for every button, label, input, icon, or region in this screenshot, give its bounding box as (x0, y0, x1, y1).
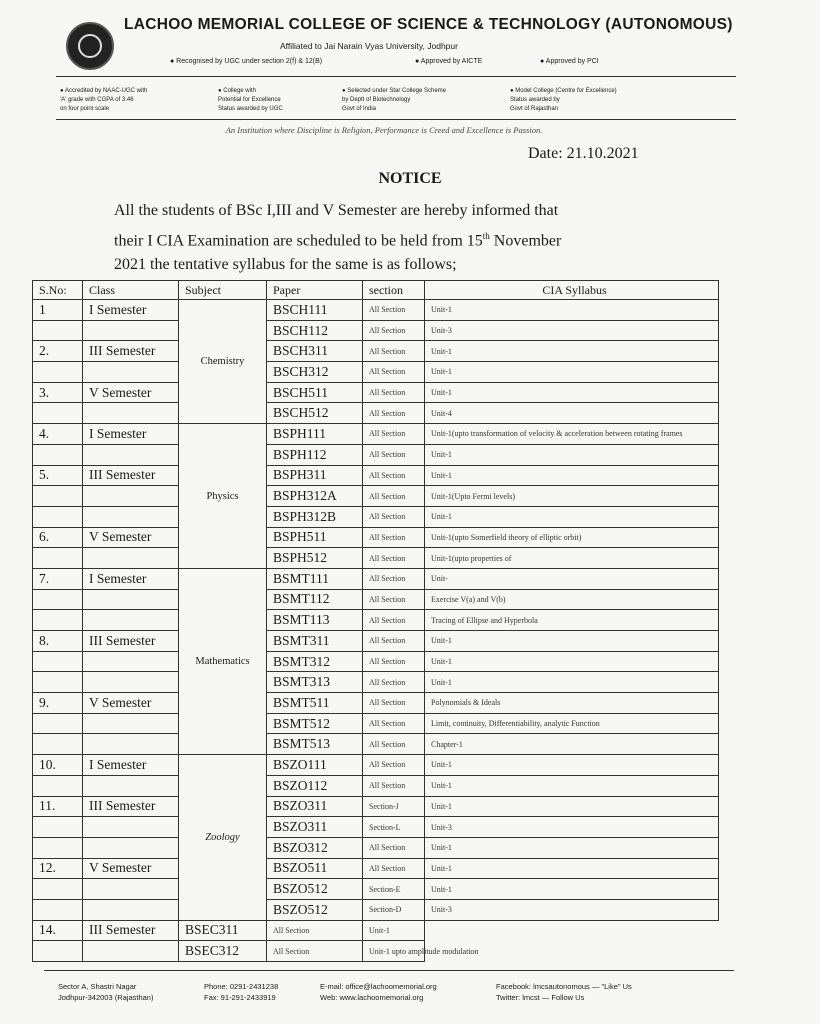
cell-paper: BSCH511 (267, 382, 363, 403)
table-row (33, 341, 719, 362)
cell-sno: 11. (33, 796, 83, 817)
cell-paper: BSZO111 (267, 755, 363, 776)
cell-paper: BSMT513 (267, 734, 363, 755)
cell-paper: BSMT113 (267, 610, 363, 631)
table-row (33, 382, 719, 403)
footer-email: E-mail: office@lachoomemorial.org Web: www.lachoomemorial.org (320, 982, 437, 1002)
table-row (33, 631, 719, 652)
cell-section: All Section (363, 610, 425, 631)
cell-class: III Semester (83, 796, 179, 817)
cell-sno (33, 899, 83, 920)
cell-paper: BSPH312A (267, 486, 363, 507)
cell-sno: 4. (33, 424, 83, 445)
cell-sno (33, 713, 83, 734)
cell-class (83, 444, 179, 465)
letterhead (0, 0, 768, 150)
header-section: section (363, 281, 425, 300)
cell-class (83, 320, 179, 341)
cell-sno: 8. (33, 631, 83, 652)
cell-section: All Section (363, 568, 425, 589)
header-rule-bottom (56, 119, 736, 120)
cell-class: V Semester (83, 527, 179, 548)
cell-section: All Section (363, 755, 425, 776)
cell-syllabus: Unit-1 (425, 879, 719, 900)
header-syllabus: CIA Syllabus (425, 281, 719, 300)
cell-class (83, 651, 179, 672)
cell-class (83, 506, 179, 527)
cell-syllabus: Unit-1 (425, 858, 719, 879)
cell-class: V Semester (83, 382, 179, 403)
cell-section: All Section (363, 465, 425, 486)
cell-syllabus: Unit-1 (425, 341, 719, 362)
cell-paper: BSEC312 (179, 941, 267, 962)
table-row (33, 713, 719, 734)
footer (44, 970, 734, 1002)
cell-paper: BSZO311 (267, 796, 363, 817)
cell-section: Section-J (363, 796, 425, 817)
table-row (33, 589, 719, 610)
cell-paper: BSCH312 (267, 362, 363, 383)
accreditation-naac: ● Accredited by NAAC-UGC with 'A' grade with CGPA of 3.46 on four point scale (60, 88, 148, 112)
cell-syllabus: Unit- (425, 568, 719, 589)
cell-syllabus: Chapter-1 (425, 734, 719, 755)
cell-sno: 12. (33, 858, 83, 879)
cell-class: V Semester (83, 858, 179, 879)
cell-class (83, 817, 179, 838)
table-row (33, 941, 719, 962)
cell-paper: BSZO112 (267, 775, 363, 796)
cell-class (83, 837, 179, 858)
cell-syllabus: Unit-1 (425, 382, 719, 403)
header-sno: S.No: (33, 281, 83, 300)
table-row (33, 320, 719, 341)
accreditation-potential: ● College with Potential for Excellence Status awarded by UGC (218, 88, 283, 112)
table-row (33, 568, 719, 589)
cell-paper: BSMT512 (267, 713, 363, 734)
cell-sno: 3. (33, 382, 83, 403)
cell-paper: BSZO312 (267, 837, 363, 858)
affiliation: Affiliated to Jai Narain Vyas University, Jodhpur (280, 41, 458, 51)
cell-sno (33, 817, 83, 838)
cell-sno (33, 651, 83, 672)
recognition-pci: ● Approved by PCI (540, 58, 599, 65)
cell-syllabus: Unit-1 (425, 651, 719, 672)
cell-paper: BSPH312B (267, 506, 363, 527)
cell-class (83, 403, 179, 424)
cell-class (83, 672, 179, 693)
cell-syllabus: Unit-1 (425, 300, 719, 321)
table-row (33, 755, 719, 776)
cell-syllabus: Tracing of Ellipse and Hyperbola (425, 610, 719, 631)
cell-sno (33, 486, 83, 507)
table-row (33, 693, 719, 714)
cell-sno: 5. (33, 465, 83, 486)
header-paper: Paper (267, 281, 363, 300)
cell-class: III Semester (83, 920, 179, 941)
table-row (33, 548, 719, 569)
cell-syllabus: Unit-1 (425, 465, 719, 486)
cell-paper: BSPH511 (267, 527, 363, 548)
cell-sno (33, 837, 83, 858)
table-row (33, 465, 719, 486)
cell-syllabus: Unit-1(upto Somerfield theory of elliptic orbit) (425, 527, 719, 548)
accreditation-model-college: ● Model College (Centre for Excellence) Status awarded by Govt of Rajasthan (510, 88, 617, 112)
cell-section: All Section (363, 527, 425, 548)
cell-syllabus: Unit-3 (425, 320, 719, 341)
cell-syllabus: Exercise V(a) and V(b) (425, 589, 719, 610)
cell-sno (33, 362, 83, 383)
cell-class: III Semester (83, 341, 179, 362)
cell-syllabus: Unit-1(upto properties of (425, 548, 719, 569)
header-rule-top (56, 76, 736, 77)
cell-section: All Section (363, 693, 425, 714)
cell-section: Section-L (363, 817, 425, 838)
cell-paper: BSMT111 (267, 568, 363, 589)
footer-phone: Phone: 0291-2431238 Fax: 91-291-2433919 (204, 982, 279, 1002)
cell-section: All Section (363, 506, 425, 527)
cell-class: I Semester (83, 300, 179, 321)
header-class: Class (83, 281, 179, 300)
notice-body (114, 199, 674, 278)
cell-syllabus: Unit-1 (425, 796, 719, 817)
cell-section: All Section (363, 858, 425, 879)
table-row (33, 651, 719, 672)
cell-subject: Physics (179, 424, 267, 569)
cell-section: All Section (363, 382, 425, 403)
syllabus-table (32, 280, 719, 962)
cell-paper: BSPH512 (267, 548, 363, 569)
cell-sno: 9. (33, 693, 83, 714)
cell-section: All Section (363, 651, 425, 672)
cell-section: All Section (267, 941, 363, 962)
cell-paper: BSZO512 (267, 879, 363, 900)
cell-sno (33, 734, 83, 755)
cell-paper: BSMT511 (267, 693, 363, 714)
table-row (33, 486, 719, 507)
table-row (33, 879, 719, 900)
notice-line-1: All the students of BSc I,III and V Semester are hereby informed that (114, 202, 559, 219)
table-row (33, 837, 719, 858)
cell-section: All Section (363, 320, 425, 341)
cell-subject: Chemistry (179, 300, 267, 424)
cell-class (83, 362, 179, 383)
cell-syllabus: Unit-4 (425, 403, 719, 424)
cell-subject: Mathematics (179, 568, 267, 754)
cell-paper: BSCH512 (267, 403, 363, 424)
notice-line-2: their I CIA Examination are scheduled to be held from 15th November (114, 230, 562, 249)
cell-sno: 2. (33, 341, 83, 362)
recognition-ugc: ● Recognised by UGC under section 2(f) & 12(B) (170, 58, 323, 65)
cell-paper: BSZO511 (267, 858, 363, 879)
cell-syllabus: Unit-1 (425, 775, 719, 796)
cell-section: All Section (363, 672, 425, 693)
cell-sno (33, 775, 83, 796)
cell-section: All Section (267, 920, 363, 941)
cell-syllabus: Unit-1 (363, 920, 425, 941)
cell-class (83, 734, 179, 755)
cell-section: All Section (363, 444, 425, 465)
table-row (33, 300, 719, 321)
table-row (33, 920, 719, 941)
cell-sno (33, 444, 83, 465)
cell-paper: BSPH311 (267, 465, 363, 486)
notice-date: Date: 21.10.2021 (528, 145, 639, 162)
cell-section: All Section (363, 341, 425, 362)
cell-syllabus: Unit-1 (425, 362, 719, 383)
table-row (33, 444, 719, 465)
footer-social: Facebook: lmcsautonomous — "Like" Us Twitter: lmcst — Follow Us (496, 982, 632, 1002)
table-row (33, 672, 719, 693)
cell-syllabus: Unit-1 (425, 506, 719, 527)
cell-section: Section-E (363, 879, 425, 900)
cell-class: V Semester (83, 693, 179, 714)
cell-section: All Section (363, 362, 425, 383)
cell-sno (33, 589, 83, 610)
college-motto: An Institution where Discipline is Religion, Performance is Creed and Excellence is Passion. (225, 125, 543, 135)
cell-section: All Section (363, 403, 425, 424)
cell-section: All Section (363, 837, 425, 858)
cell-class (83, 610, 179, 631)
cell-section: Section-D (363, 899, 425, 920)
cell-class (83, 775, 179, 796)
cell-section: All Section (363, 548, 425, 569)
cell-sno (33, 941, 83, 962)
cell-class (83, 589, 179, 610)
cell-section: All Section (363, 775, 425, 796)
cell-paper: BSPH112 (267, 444, 363, 465)
table-row (33, 424, 719, 445)
cell-sno (33, 403, 83, 424)
cell-section: All Section (363, 300, 425, 321)
cell-sno (33, 672, 83, 693)
footer-address: Sector A, Shastri Nagar Jodhpur-342003 (Rajasthan) (58, 982, 154, 1002)
college-logo (66, 22, 114, 70)
cell-class: III Semester (83, 465, 179, 486)
cell-class: III Semester (83, 631, 179, 652)
cell-section: All Section (363, 486, 425, 507)
cell-section: All Section (363, 631, 425, 652)
cell-paper: BSCH111 (267, 300, 363, 321)
cell-class (83, 899, 179, 920)
cell-syllabus: Unit-3 (425, 899, 719, 920)
cell-section: All Section (363, 713, 425, 734)
table-row (33, 734, 719, 755)
cell-syllabus: Limit, continuity, Differentiability, analytic Function (425, 713, 719, 734)
cell-sno: 14. (33, 920, 83, 941)
cell-paper: BSCH112 (267, 320, 363, 341)
cell-sno: 6. (33, 527, 83, 548)
cell-paper: BSEC311 (179, 920, 267, 941)
header-subject: Subject (179, 281, 267, 300)
cell-sno (33, 506, 83, 527)
cell-class: I Semester (83, 755, 179, 776)
cell-class: I Semester (83, 424, 179, 445)
cell-sno (33, 879, 83, 900)
cell-syllabus: Polynomials & Ideals (425, 693, 719, 714)
table-row (33, 858, 719, 879)
cell-syllabus: Unit-1(Upto Fermi levels) (425, 486, 719, 507)
table-row (33, 610, 719, 631)
cell-section: All Section (363, 734, 425, 755)
notice-line-3: 2021 the tentative syllabus for the same is as follows; (114, 256, 457, 274)
cell-paper: BSZO512 (267, 899, 363, 920)
cell-paper: BSMT311 (267, 631, 363, 652)
cell-syllabus: Unit-1 upto amplitude modulation (363, 941, 425, 962)
table-row (33, 403, 719, 424)
cell-section: All Section (363, 589, 425, 610)
table-row (33, 527, 719, 548)
table-header-row (33, 281, 719, 300)
cell-syllabus: Unit-1 (425, 837, 719, 858)
table-row (33, 506, 719, 527)
cell-subject: Zoology (179, 755, 267, 921)
accreditation-star-college: ● Selected under Star College Scheme by Deptt of Biotechnology Govt of India (342, 88, 447, 112)
cell-class (83, 486, 179, 507)
cell-syllabus: Unit-1 (425, 755, 719, 776)
cell-sno (33, 610, 83, 631)
table-row (33, 817, 719, 838)
cell-sno (33, 320, 83, 341)
notice-title: NOTICE (378, 170, 442, 187)
cell-paper: BSMT112 (267, 589, 363, 610)
table-row (33, 796, 719, 817)
cell-sno (33, 548, 83, 569)
cell-class (83, 548, 179, 569)
cell-sno: 10. (33, 755, 83, 776)
table-row (33, 775, 719, 796)
cell-class (83, 713, 179, 734)
cell-syllabus: Unit-1 (425, 444, 719, 465)
cell-paper: BSCH311 (267, 341, 363, 362)
cell-paper: BSZO311 (267, 817, 363, 838)
cell-syllabus: Unit-3 (425, 817, 719, 838)
cell-sno: 1 (33, 300, 83, 321)
cell-syllabus: Unit-1 (425, 672, 719, 693)
cell-sno: 7. (33, 568, 83, 589)
recognition-aicte: ● Approved by AICTE (415, 58, 483, 65)
cell-paper: BSMT313 (267, 672, 363, 693)
college-name: LACHOO MEMORIAL COLLEGE OF SCIENCE & TECHNOLOGY (AUTONOMOUS) (124, 16, 733, 33)
cell-section: All Section (363, 424, 425, 445)
cell-syllabus: Unit-1(upto transformation of velocity & acceleration between rotating frames (425, 424, 719, 445)
cell-class (83, 879, 179, 900)
cell-paper: BSMT312 (267, 651, 363, 672)
table-row (33, 899, 719, 920)
table-row (33, 362, 719, 383)
cell-class: I Semester (83, 568, 179, 589)
cell-paper: BSPH111 (267, 424, 363, 445)
cell-syllabus: Unit-1 (425, 631, 719, 652)
cell-class (83, 941, 179, 962)
